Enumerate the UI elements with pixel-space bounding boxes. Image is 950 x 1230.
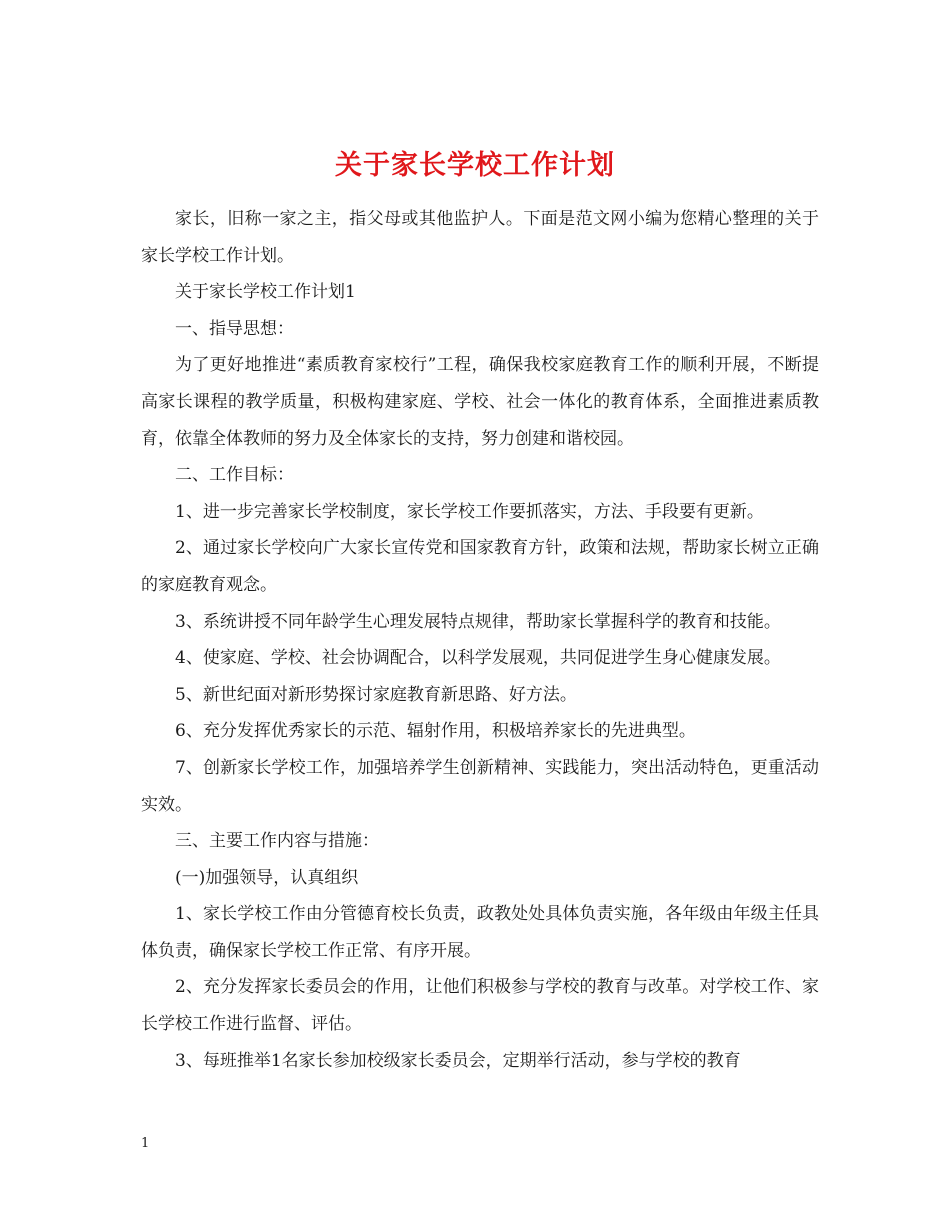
section-heading-main-content: 三、主要工作内容与措施： <box>175 831 379 852</box>
document-title: 关于家长学校工作计划 <box>335 150 615 182</box>
goal-item-5: 5、新世纪面对新形势探讨家庭教育新思路、好方法。 <box>175 684 577 705</box>
paragraph-plan-heading: 关于家长学校工作计划1 <box>175 282 356 303</box>
measure-item-1: 1、家长学校工作由分管德育校长负责，政教处处具体负责实施，各年级由年级主任具体负责，确保家长学校工作正常、有序开展。 <box>141 904 819 961</box>
goal-item-3: 3、系统讲授不同年龄学生心理发展特点规律，帮助家长掌握科学的教育和技能。 <box>175 611 781 632</box>
measure-item-3: 3、每班推举1名家长参加校级家长委员会，定期举行活动，参与学校的教育 <box>175 1050 741 1071</box>
paragraph-intro: 家长，旧称一家之主，指父母或其他监护人。下面是范文网小编为您精心整理的关于家长学校工作计划。 <box>141 209 819 266</box>
section-heading-guiding-thought: 一、指导思想： <box>175 318 294 339</box>
section-heading-work-goals: 二、工作目标： <box>175 465 294 486</box>
measure-item-2: 2、充分发挥家长委员会的作用，让他们积极参与学校的教育与改革。对学校工作、家长学校工作进行监督、评估。 <box>141 977 819 1035</box>
goal-item-4: 4、使家庭、学校、社会协调配合，以科学发展观，共同促进学生身心健康发展。 <box>175 648 781 669</box>
goal-item-6: 6、充分发挥优秀家长的示范、辐射作用，积极培养家长的先进典型。 <box>175 721 696 742</box>
page-number: 1 <box>141 1136 150 1151</box>
goal-item-2: 2、通过家长学校向广大家长宣传党和国家教育方针，政策和法规，帮助家长树立正确的家庭教育观念。 <box>141 538 819 595</box>
document-body <box>141 201 819 1079</box>
goal-item-7: 7、创新家长学校工作，加强培养学生创新精神、实践能力，突出活动特色，更重活动实效。 <box>141 757 819 815</box>
paragraph-guiding-thought: 为了更好地推进“素质教育家校行”工程，确保我校家庭教育工作的顺利开展，不断提高家长课程的教学质量，积极构建家庭、学校、社会一体化的教育体系，全面推进素质教育，依靠全体教师的努力及全体家长的支持，努力创建和谐校园。 <box>141 355 819 449</box>
goal-item-1: 1、进一步完善家长学校制度，家长学校工作要抓落实，方法、手段要有更新。 <box>175 501 764 522</box>
subsection-heading-leadership: (一)加强领导，认真组织 <box>175 867 359 888</box>
